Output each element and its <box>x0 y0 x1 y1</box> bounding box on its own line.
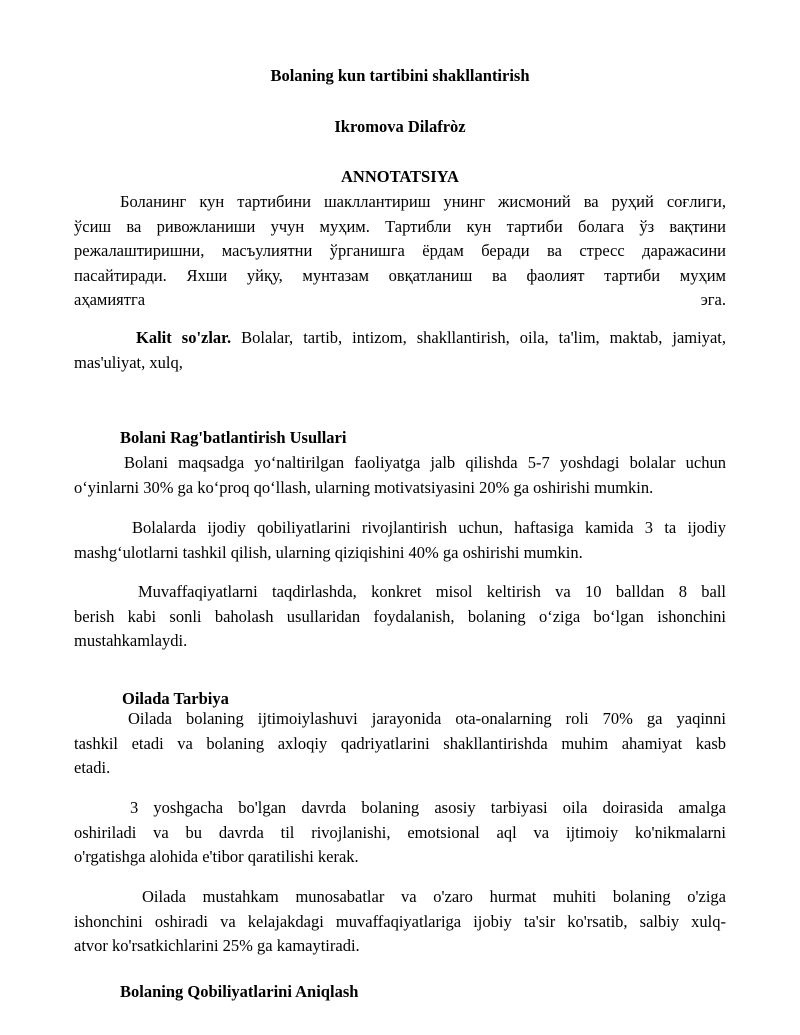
annotation-heading: ANNOTATSIYA <box>341 167 459 186</box>
annotation-line: Боланинг кун тартибини шакллантириш унинг жисмоний ва руҳий соғлиги, <box>120 192 726 211</box>
paragraph <box>74 516 726 565</box>
paragraph-line: tashkil etadi va bolaning axloqiy qadriyatlarini shakllantirishda muhim ahamiyat kasb <box>74 733 726 753</box>
annotation-line: аҳамиятга эга. <box>74 290 726 309</box>
keywords-text-cont: mas'uliyat, xulq, <box>74 352 183 372</box>
paragraph <box>74 451 726 500</box>
paragraph-line: Bolalarda ijodiy qobiliyatlarini rivojlantirish uchun, haftasiga kamida 3 ta ijodiy <box>132 518 726 537</box>
annotation-line: ўсиш ва ривожланиши учун муҳим. Тартибли кун тартиби болага ўз вақтини <box>74 216 726 236</box>
paragraph-line: oʻyinlarni 30% ga koʻproq qoʻllash, ularning motivatsiyasini 20% ga oshirishi mumkin. <box>74 477 654 497</box>
keywords-text: Bolalar, tartib, intizom, shakllantirish, oila, ta'lim, maktab, jamiyat, <box>241 328 727 347</box>
paragraph-line: Oilada bolaning ijtimoiylashuvi jarayonida ota-onalarning roli 70% ga yaqinni <box>128 709 726 728</box>
keywords-label: Kalit so'zlar. <box>136 328 232 347</box>
paragraph-line: 3 yoshgacha bo'lgan davrda bolaning asosiy tarbiyasi oila doirasida amalga <box>130 798 726 817</box>
section-heading: Oilada Tarbiya <box>122 689 229 708</box>
paragraph <box>74 885 726 959</box>
section-heading: Bolani Rag'batlantirish Usullari <box>120 428 347 447</box>
paragraph-line: Oilada mustahkam munosabatlar va o'zaro hurmat muhiti bolaning o'ziga <box>142 887 726 906</box>
paragraph <box>74 796 726 870</box>
author-name: Ikromova Dilafròz <box>334 117 466 136</box>
keywords-paragraph <box>74 326 726 375</box>
annotation-line: пасайтиради. Яхши уйқу, мунтазам овқатланиш ва фаолият тартиби муҳим <box>74 265 726 285</box>
annotation-line: режалаштиришни, масъулиятни ўрганишга ёрдам беради ва стресс даражасини <box>74 241 726 260</box>
paragraph-line: atvor ko'rsatkichlarini 25% ga kamaytiradi. <box>74 936 360 955</box>
paragraph-line: oshiriladi va bu davrda til rivojlanishi, emotsional aql va ijtimoiy ko'nikmalarni <box>74 822 726 842</box>
paragraph-line: etadi. <box>74 758 111 777</box>
annotation-paragraph <box>74 190 726 313</box>
paragraph <box>74 707 726 781</box>
document-title: Bolaning kun tartibini shakllantirish <box>270 66 530 85</box>
paragraph-line: mashgʻulotlarni tashkil qilish, ularning qiziqishini 40% ga oshirishi mumkin. <box>74 542 583 562</box>
paragraph-line: Muvaffaqiyatlarni taqdirlashda, konkret misol keltirish va 10 balldan 8 ball <box>138 582 726 601</box>
paragraph-line: mustahkamlaydi. <box>74 631 188 650</box>
section-heading: Bolaning Qobiliyatlarini Aniqlash <box>120 982 359 1001</box>
paragraph-line: berish kabi sonli baholash usullaridan foydalanish, bolaning oʻziga boʻlgan ishonchini <box>74 606 726 626</box>
paragraph-line: ishonchini oshiradi va kelajakdagi muvaffaqiyatlariga ijobiy ta'sir ko'rsatib, salbiy xulq- <box>74 911 726 931</box>
paragraph-line: o'rgatishga alohida e'tibor qaratilishi kerak. <box>74 847 359 866</box>
paragraph-line: Bolani maqsadga yoʻnaltirilgan faoliyatga jalb qilishda 5-7 yoshdagi bolalar uchun <box>124 453 726 472</box>
paragraph <box>74 580 726 654</box>
